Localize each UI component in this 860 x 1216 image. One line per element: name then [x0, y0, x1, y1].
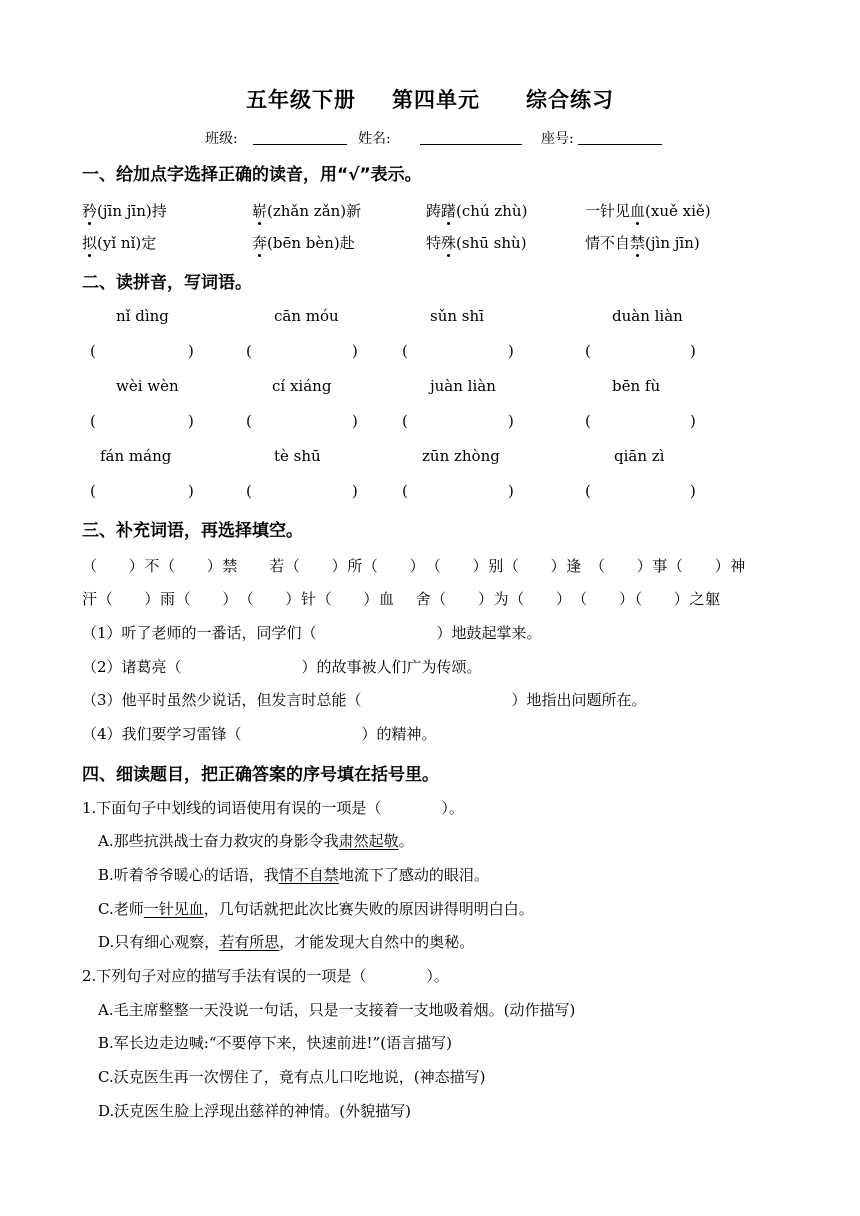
dotted-char: 殊 — [441, 234, 457, 252]
dotted-char: 禁 — [630, 234, 646, 252]
option-2d: D.沃克医生脸上浮现出慈祥的神情。(外貌描写) — [98, 1102, 411, 1120]
fill-idioms-line-1[interactable]: （ ）不（ ）禁 若（ ）所（ ） （ ）别（ ）逢 （ ）事（ ）神 — [82, 557, 746, 575]
item-2-2 — [252, 232, 355, 253]
option-2a: A.毛主席整整一天没说一句话，只是一支接着一支地吸着烟。(动作描写) — [98, 1001, 576, 1019]
pinyin: nǐ dìng — [116, 307, 169, 325]
dotted-char: 拟 — [82, 234, 98, 252]
seat-field[interactable] — [578, 130, 662, 149]
pinyin: sǔn shī — [430, 307, 484, 325]
answer-close: ) — [508, 412, 514, 430]
dotted-char: 血 — [630, 202, 646, 220]
dotted-char: 崭 — [252, 202, 268, 220]
answer-open: ( — [90, 412, 96, 430]
fill-idioms-line-2[interactable]: 汗（ ）雨（ ） （ ）针（ ）血 舍（ ）为（ ） （ ）（ ）之躯 — [82, 590, 721, 608]
seat-label: 座号: — [541, 131, 574, 147]
question-1[interactable]: 1.下面句子中划线的词语使用有误的一项是（ ）。 — [82, 799, 464, 817]
answer-open: ( — [402, 412, 408, 430]
item-text: 踌 — [426, 202, 442, 220]
class-label: 班级: — [205, 131, 238, 147]
answer-close: ) — [352, 482, 358, 500]
option-1b: B.听着爷爷暖心的话语，我情不自禁地流下了感动的眼泪。 — [98, 866, 489, 884]
title-type: 综合练习 — [526, 87, 614, 112]
class-field[interactable] — [253, 130, 347, 149]
pinyin: zūn zhòng — [422, 447, 500, 465]
answer-field[interactable] — [258, 410, 346, 430]
option-1c: C.老师一针见血，几句话就把此次比赛失败的原因讲得明明白白。 — [98, 900, 534, 918]
answer-open: ( — [585, 342, 591, 360]
dotted-char: 矜 — [82, 202, 98, 220]
pinyin: duàn liàn — [612, 307, 683, 325]
option-1a: A.那些抗洪战士奋力救灾的身影令我肃然起敬。 — [98, 832, 414, 850]
item-text: 一针见 — [585, 202, 631, 220]
name-field[interactable] — [420, 130, 522, 149]
underlined-word: 一针见血 — [143, 900, 204, 918]
underlined-word: 肃然起敬 — [338, 832, 399, 850]
fill-sentence-4[interactable]: （4）我们要学习雷锋（ ）的精神。 — [82, 725, 437, 743]
answer-field[interactable] — [258, 340, 346, 360]
answer-field[interactable] — [102, 340, 182, 360]
pinyin: tè shū — [274, 447, 321, 465]
pinyin: fán máng — [100, 447, 172, 465]
answer-close: ) — [690, 482, 696, 500]
answer-field[interactable] — [102, 410, 182, 430]
fill-sentence-3[interactable]: （3）他平时虽然少说话，但发言时总能（ ）地指出问题所在。 — [82, 691, 647, 709]
option-2c: C.沃克医生再一次愣住了，竟有点儿口吃地说，(神态描写) — [98, 1068, 486, 1086]
underlined-word: 若有所思 — [219, 933, 280, 951]
fill-sentence-2[interactable]: （2）诸葛亮（ ）的故事被人们广为传颂。 — [82, 658, 482, 676]
answer-open: ( — [585, 482, 591, 500]
answer-field[interactable] — [414, 480, 502, 500]
name-label: 姓名: — [358, 131, 391, 147]
answer-close: ) — [690, 412, 696, 430]
item-text: (bēn bèn)赴 — [267, 234, 355, 252]
item-text: (jīn jīn)持 — [97, 202, 167, 220]
dotted-char: 奔 — [252, 234, 268, 252]
section-4-heading: 四、细读题目，把正确答案的序号填在括号里。 — [82, 765, 439, 785]
answer-field[interactable] — [597, 480, 685, 500]
item-2-1 — [82, 232, 156, 253]
answer-open: ( — [585, 412, 591, 430]
item-text: (chú zhù) — [456, 202, 528, 220]
item-1-2 — [252, 200, 361, 221]
item-text: (zhǎn zǎn)新 — [267, 202, 362, 220]
answer-open: ( — [246, 412, 252, 430]
answer-close: ) — [508, 482, 514, 500]
item-2-3 — [426, 232, 527, 253]
underlined-word: 情不自禁 — [278, 866, 339, 884]
item-text: (shū shù) — [456, 234, 527, 252]
item-1-3 — [426, 200, 527, 221]
item-2-4 — [585, 232, 700, 253]
answer-open: ( — [402, 342, 408, 360]
item-text: (jìn jīn) — [645, 234, 700, 252]
answer-open: ( — [246, 482, 252, 500]
title-unit: 第四单元 — [392, 87, 480, 112]
answer-field[interactable] — [258, 480, 346, 500]
answer-open: ( — [246, 342, 252, 360]
item-1-1 — [82, 200, 167, 221]
answer-close: ) — [352, 342, 358, 360]
answer-field[interactable] — [597, 340, 685, 360]
pinyin: cí xiáng — [272, 377, 332, 395]
answer-close: ) — [352, 412, 358, 430]
item-text: (yǐ nǐ)定 — [97, 234, 157, 252]
title-grade: 五年级下册 — [246, 87, 356, 112]
dotted-char: 躇 — [441, 202, 457, 220]
option-2b: B.军长边走边喊:“不要停下来，快速前进!”(语言描写) — [98, 1034, 452, 1052]
pinyin: bēn fù — [612, 377, 661, 395]
answer-field[interactable] — [414, 410, 502, 430]
pinyin: qiān zì — [614, 447, 665, 465]
item-text: 特 — [426, 234, 442, 252]
pinyin: cān móu — [274, 307, 339, 325]
answer-field[interactable] — [597, 410, 685, 430]
page-title — [0, 84, 860, 114]
answer-field[interactable] — [102, 480, 182, 500]
answer-close: ) — [188, 342, 194, 360]
section-1-heading: 一、给加点字选择正确的读音，用“√”表示。 — [82, 165, 422, 185]
section-2-heading: 二、读拼音，写词语。 — [82, 273, 252, 293]
answer-close: ) — [508, 342, 514, 360]
answer-open: ( — [90, 482, 96, 500]
answer-close: ) — [188, 482, 194, 500]
answer-open: ( — [90, 342, 96, 360]
pinyin: wèi wèn — [116, 377, 179, 395]
answer-open: ( — [402, 482, 408, 500]
item-text: (xuě xiě) — [645, 202, 711, 220]
question-2[interactable]: 2.下列句子对应的描写手法有误的一项是（ ）。 — [82, 967, 449, 985]
answer-close: ) — [690, 342, 696, 360]
item-text: 情不自 — [585, 234, 631, 252]
section-3-heading: 三、补充词语，再选择填空。 — [82, 521, 303, 541]
answer-field[interactable] — [414, 340, 502, 360]
fill-sentence-1[interactable]: （1）听了老师的一番话，同学们（ ）地鼓起掌来。 — [82, 624, 542, 642]
item-1-4 — [585, 200, 711, 221]
option-1d: D.只有细心观察，若有所思，才能发现大自然中的奥秘。 — [98, 933, 475, 951]
pinyin: juàn liàn — [430, 377, 496, 395]
answer-close: ) — [188, 412, 194, 430]
